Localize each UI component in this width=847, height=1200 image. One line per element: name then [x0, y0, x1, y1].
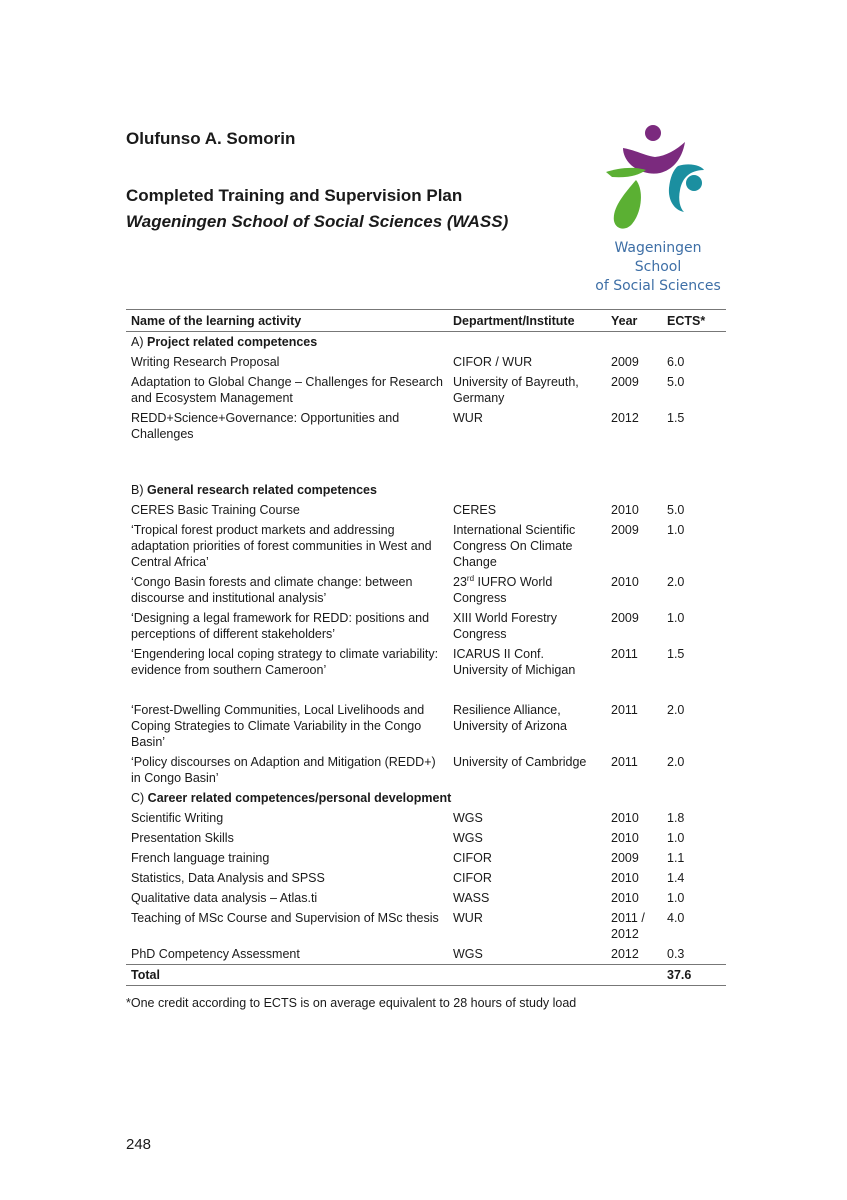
activity-cell: CERES Basic Training Course: [131, 503, 300, 517]
department-cell: ICARUS II Conf. University of Michigan: [453, 647, 576, 677]
department-cell: International Scientific Congress On Climate Change: [453, 523, 576, 569]
year-cell: 2009: [611, 611, 639, 625]
activity-cell: Statistics, Data Analysis and SPSS: [131, 871, 325, 885]
activity-cell: PhD Competency Assessment: [131, 947, 300, 961]
table-header-row: [126, 310, 726, 332]
ects-cell: 1.5: [667, 411, 685, 425]
department-cell: [448, 572, 606, 608]
header-activity: Name of the learning activity: [131, 314, 302, 328]
table-row: [126, 944, 726, 965]
department-cell: WASS: [453, 891, 490, 905]
total-row: [126, 965, 726, 986]
year-cell: 2010: [611, 891, 639, 905]
department-text: 23: [453, 575, 467, 589]
wass-logo: [590, 120, 726, 294]
year-cell: 2010: [611, 575, 639, 589]
green-arm: [606, 168, 646, 177]
activity-cell: ‘Tropical forest product markets and addressing adaptation priorities of forest communities in West and Central Africa’: [131, 523, 432, 569]
department-cell: WGS: [453, 947, 483, 961]
page-number: 248: [126, 1136, 152, 1153]
year-cell: 2010: [611, 831, 639, 845]
activity-cell: Teaching of MSc Course and Supervision of MSc thesis: [131, 911, 439, 925]
department-cell: CIFOR: [453, 851, 492, 865]
ects-cell: 2.0: [667, 755, 685, 769]
plan-title: Completed Training and Supervision Plan: [126, 186, 463, 205]
ects-cell: 5.0: [667, 503, 685, 517]
ects-cell: 1.5: [667, 647, 685, 661]
table-row: [126, 608, 726, 644]
total-value: 37.6: [662, 965, 726, 986]
table-row: [126, 848, 726, 868]
section-a-header: [126, 332, 726, 353]
section-title: Project related competences: [146, 335, 318, 349]
training-table: [126, 309, 726, 986]
activity-cell: French language training: [131, 851, 270, 865]
year-cell: 2011: [611, 703, 638, 717]
header-department: Department/Institute: [453, 314, 575, 328]
table-row: [126, 644, 726, 680]
department-cell: WUR: [453, 411, 483, 425]
section-b-header: [126, 480, 726, 500]
ects-cell: 6.0: [667, 355, 685, 369]
department-cell: XIII World Forestry Congress: [453, 611, 557, 641]
activity-cell: Qualitative data analysis – Atlas.ti: [131, 891, 318, 905]
department-cell: CERES: [453, 503, 497, 517]
department-text: IUFRO World Congress: [453, 575, 553, 605]
activity-cell: ‘Designing a legal framework for REDD: positions and perceptions of different stakeholders’: [131, 611, 430, 641]
department-cell: University of Bayreuth, Germany: [453, 375, 579, 405]
plan-subtitle: Wageningen School of Social Sciences (WASS): [126, 212, 509, 231]
activity-cell: Scientific Writing: [131, 811, 224, 825]
logo-text: [590, 239, 726, 296]
department-cell: Resilience Alliance, University of Arizona: [453, 703, 567, 733]
ects-cell: 1.8: [667, 811, 685, 825]
ects-cell: 0.3: [667, 947, 685, 961]
wass-figures-icon: [590, 120, 726, 238]
ects-cell: 1.0: [667, 611, 685, 625]
ects-cell: 2.0: [667, 703, 685, 717]
table-row: [126, 572, 726, 608]
table-row: [126, 408, 726, 444]
department-cell: CIFOR: [453, 871, 492, 885]
spacer-row: [126, 680, 726, 700]
department-cell: WGS: [453, 811, 483, 825]
total-label: Total: [126, 965, 448, 986]
table-row: [126, 520, 726, 572]
teal-head: [686, 175, 702, 191]
page-title: [126, 183, 508, 235]
year-cell: 2011 / 2012: [611, 911, 645, 941]
ects-cell: 4.0: [667, 911, 685, 925]
section-prefix: A): [131, 335, 147, 349]
year-cell: 2009: [611, 851, 639, 865]
activity-cell: Presentation Skills: [131, 831, 234, 845]
activity-cell: Writing Research Proposal: [131, 355, 280, 369]
table-row: [126, 372, 726, 408]
activity-cell: ‘Engendering local coping strategy to climate variability: evidence from southern Cameroon’: [131, 647, 439, 677]
logo-text-line-2: of Social Sciences: [595, 278, 721, 294]
year-cell: 2012: [611, 947, 639, 961]
activity-cell: Adaptation to Global Change – Challenges for Research and Ecosystem Management: [131, 375, 444, 405]
year-cell: 2010: [611, 503, 639, 517]
department-cell: University of Cambridge: [453, 755, 587, 769]
department-cell: WGS: [453, 831, 483, 845]
year-cell: 2009: [611, 355, 639, 369]
table-row: [126, 500, 726, 520]
table-row: [126, 352, 726, 372]
ordinal-suffix: rd: [466, 573, 475, 583]
ects-cell: 2.0: [667, 575, 685, 589]
table-row: [126, 828, 726, 848]
section-title: General research related competences: [146, 483, 377, 497]
year-cell: 2011: [611, 647, 638, 661]
ects-cell: 5.0: [667, 375, 685, 389]
table-row: [126, 700, 726, 752]
footnote: *One credit according to ECTS is on average equivalent to 28 hours of study load: [126, 996, 577, 1010]
ects-cell: 1.1: [667, 851, 685, 865]
section-prefix: C): [131, 791, 148, 805]
department-cell: WUR: [453, 911, 483, 925]
ects-cell: 1.4: [667, 871, 685, 885]
table-row: [126, 868, 726, 888]
activity-cell: ‘Forest-Dwelling Communities, Local Livelihoods and Coping Strategies to Climate Variability in the Congo Basin’: [131, 703, 425, 749]
year-cell: 2011: [611, 755, 638, 769]
year-cell: 2012: [611, 411, 639, 425]
section-c-header: [126, 788, 726, 808]
section-title: Career related competences/personal development: [147, 791, 452, 805]
table-row: [126, 752, 726, 788]
purple-head: [645, 125, 661, 141]
table-row: [126, 808, 726, 828]
header-ects: ECTS*: [667, 314, 706, 328]
year-cell: 2010: [611, 811, 639, 825]
ects-cell: 1.0: [667, 831, 685, 845]
year-cell: 2010: [611, 871, 639, 885]
header-year: Year: [611, 314, 638, 328]
section-prefix: B): [131, 483, 147, 497]
year-cell: 2009: [611, 375, 639, 389]
ects-cell: 1.0: [667, 891, 685, 905]
department-cell: CIFOR / WUR: [453, 355, 533, 369]
spacer-row: [126, 444, 726, 480]
year-cell: 2009: [611, 523, 639, 537]
activity-cell: ‘Congo Basin forests and climate change: between discourse and institutional analysis’: [131, 575, 413, 605]
table-row: [126, 908, 726, 944]
ects-cell: 1.0: [667, 523, 685, 537]
activity-cell: REDD+Science+Governance: Opportunities and Challenges: [131, 411, 400, 441]
green-body: [614, 180, 641, 229]
activity-cell: ‘Policy discourses on Adaption and Mitigation (REDD+) in Congo Basin’: [131, 755, 436, 785]
logo-text-line-1: Wageningen School: [614, 240, 702, 275]
table-row: [126, 888, 726, 908]
author-name: Olufunso A. Somorin: [126, 129, 296, 148]
